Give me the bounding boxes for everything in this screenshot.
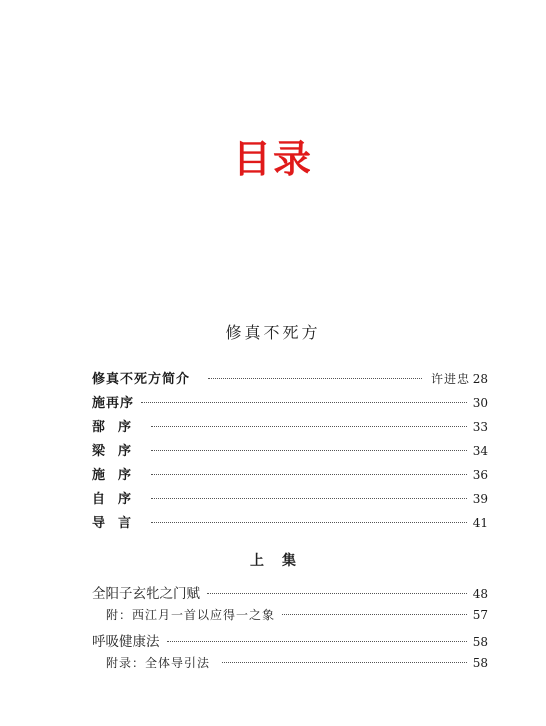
toc-entry-page: 39 bbox=[472, 492, 488, 506]
dot-leader bbox=[222, 662, 467, 663]
toc-entry-label: 附：西江月一首以应得一之象 bbox=[106, 608, 276, 622]
toc-entry[interactable] bbox=[92, 440, 488, 464]
toc-front-matter bbox=[92, 368, 488, 536]
toc-entry-page: 36 bbox=[472, 468, 488, 482]
toc-entry[interactable] bbox=[92, 606, 488, 630]
dot-leader bbox=[151, 450, 467, 451]
toc-entry-label: 修真不死方简介 bbox=[92, 372, 191, 387]
book-title: 修真不死方 bbox=[225, 323, 321, 342]
dot-leader bbox=[141, 402, 467, 403]
toc-entry-label: 施再序 bbox=[92, 396, 135, 411]
toc-entry-page: 30 bbox=[472, 396, 488, 410]
toc-entry-label: 郚序 bbox=[92, 420, 145, 435]
toc-entry-page: 28 bbox=[472, 372, 488, 386]
section-heading: 上集 bbox=[250, 553, 314, 569]
toc-entry-page: 57 bbox=[472, 608, 488, 622]
toc-entry-label: 自序 bbox=[92, 492, 145, 507]
toc-entry-label: 施序 bbox=[92, 468, 145, 483]
toc-entry-page: 41 bbox=[472, 516, 488, 530]
dot-leader bbox=[151, 522, 467, 523]
toc-entry[interactable] bbox=[92, 368, 488, 392]
toc-entry-page: 34 bbox=[472, 444, 488, 458]
toc-entry-label: 梁序 bbox=[92, 444, 145, 459]
toc-entry-page: 58 bbox=[472, 656, 488, 670]
toc-entry[interactable] bbox=[92, 416, 488, 440]
toc-entry-page: 58 bbox=[472, 635, 488, 649]
dot-leader bbox=[151, 474, 467, 475]
dot-leader bbox=[151, 498, 467, 499]
dot-leader bbox=[208, 378, 422, 379]
dot-leader bbox=[167, 641, 468, 642]
toc-entry[interactable] bbox=[92, 582, 488, 606]
toc-entry[interactable] bbox=[92, 654, 488, 678]
dot-leader bbox=[207, 593, 467, 594]
toc-entry-label: 呼吸健康法 bbox=[92, 634, 160, 650]
dot-leader bbox=[282, 614, 467, 615]
toc-entry[interactable] bbox=[92, 512, 488, 536]
toc-entry-label: 全阳子玄牝之门赋 bbox=[92, 586, 200, 602]
toc-entry[interactable] bbox=[92, 464, 488, 488]
toc-entry[interactable] bbox=[92, 392, 488, 416]
toc-entry-label: 导言 bbox=[92, 516, 145, 531]
toc-entry[interactable] bbox=[92, 488, 488, 512]
toc-entry-page: 33 bbox=[472, 420, 488, 434]
toc-entry[interactable] bbox=[92, 630, 488, 654]
toc-entry-author: 许进忠 bbox=[430, 372, 470, 386]
toc-part-one bbox=[92, 582, 488, 678]
page-title: 目录 bbox=[232, 137, 313, 181]
toc-entry-page: 48 bbox=[472, 587, 488, 601]
dot-leader bbox=[151, 426, 467, 427]
toc-entry-label: 附录：全体导引法 bbox=[106, 656, 211, 670]
